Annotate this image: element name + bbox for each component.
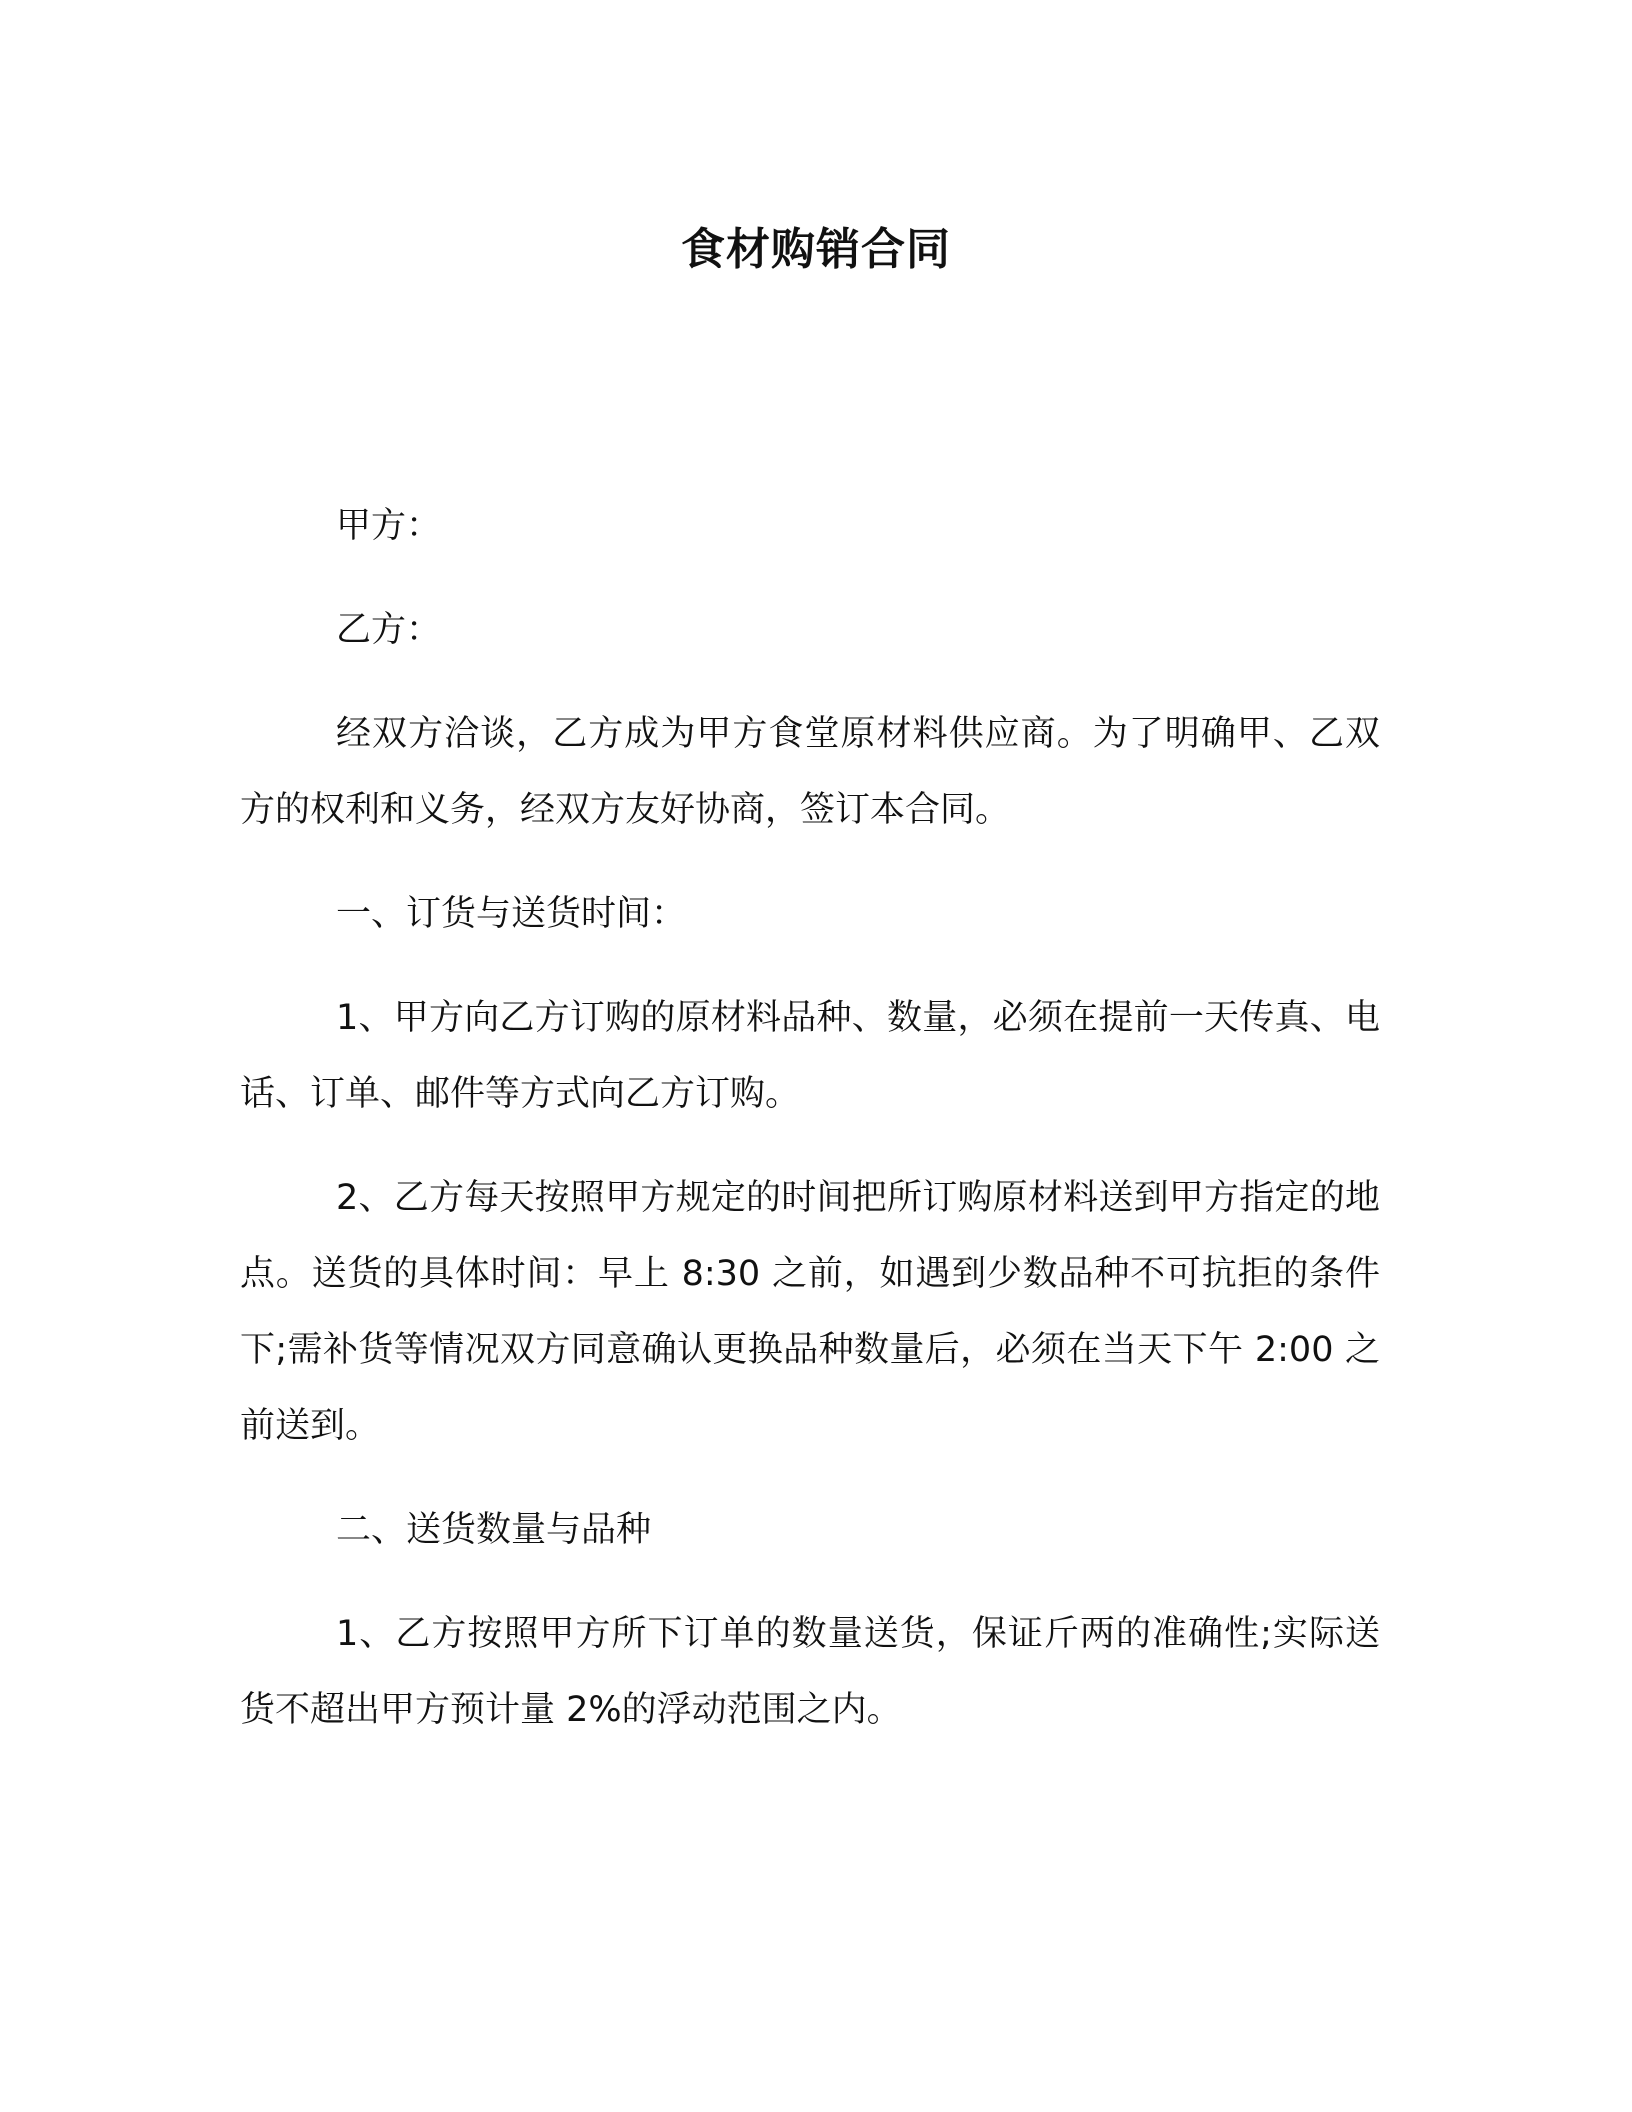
section-1-heading: 一、订货与送货时间： bbox=[336, 894, 687, 934]
document-body bbox=[240, 488, 1380, 1776]
party-a-line: 甲方： bbox=[336, 506, 442, 546]
section-2-heading: 二、送货数量与品种 bbox=[336, 1510, 652, 1550]
party-b-line: 乙方： bbox=[336, 610, 442, 650]
section-1-item-2: 2、乙方每天按照甲方规定的时间把所订购原材料送到甲方指定的地点。送货的具体时间：早上 8:30 之前，如遇到少数品种不可抗拒的条件下;需补货等情况双方同意确认更换品种数量后，必须在当天下午 2:00 之前送到。 bbox=[240, 1178, 1380, 1446]
section-2-item-1: 1、乙方按照甲方所下订单的数量送货，保证斤两的准确性;实际送货不超出甲方预计量 2%的浮动范围之内。 bbox=[240, 1614, 1380, 1730]
intro-paragraph: 经双方洽谈，乙方成为甲方食堂原材料供应商。为了明确甲、乙双方的权利和义务，经双方友好协商，签订本合同。 bbox=[240, 714, 1380, 830]
document-title: 食材购销合同 bbox=[681, 224, 951, 275]
section-1-item-1: 1、甲方向乙方订购的原材料品种、数量，必须在提前一天传真、电话、订单、邮件等方式向乙方订购。 bbox=[240, 998, 1380, 1114]
